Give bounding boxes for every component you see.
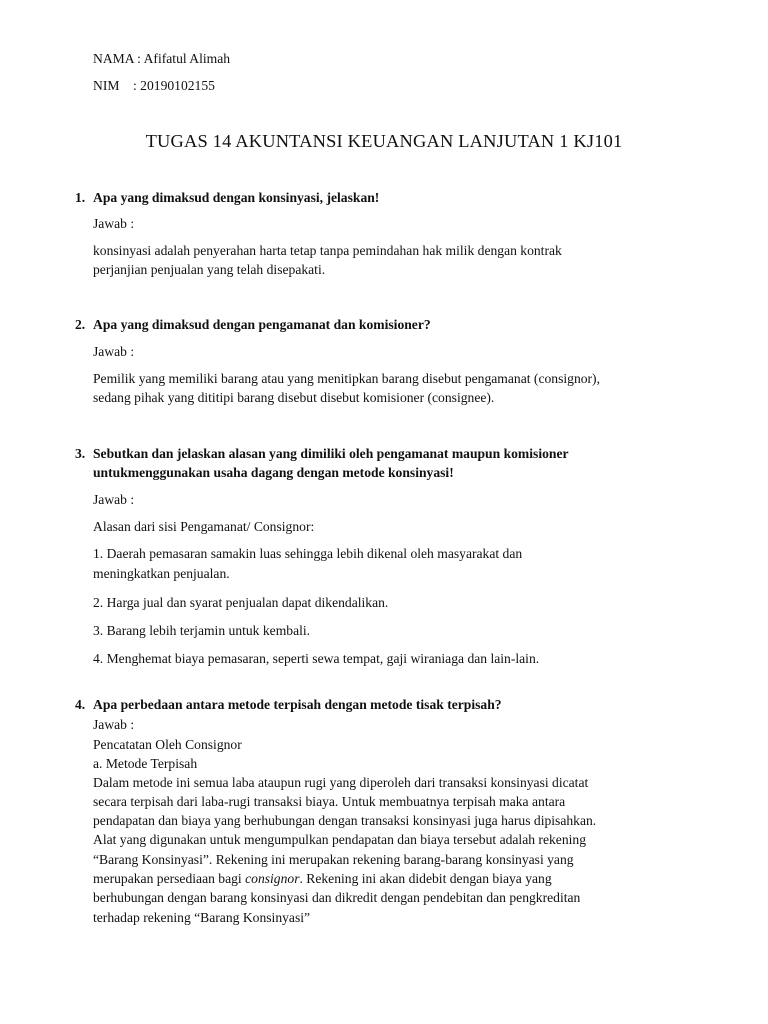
- list-item: meningkatkan penjualan.: [93, 566, 230, 581]
- answer-text-part: merupakan persediaan bagi: [93, 871, 246, 886]
- question-text: untukmenggunakan usaha dagang dengan metode konsinyasi!: [93, 465, 454, 480]
- answer-label: Jawab :: [93, 717, 135, 732]
- answer-text: berhubungan dengan barang konsinyasi dan dikredit dengan pendebitan dan pengkreditan: [93, 890, 581, 905]
- answer-label: Jawab :: [93, 492, 135, 507]
- question-text: Apa perbedaan antara metode terpisah dengan metode tisak terpisah?: [93, 697, 502, 712]
- answer-label: Jawab :: [93, 344, 135, 359]
- question-number: 1.: [75, 190, 86, 205]
- nim-value: : 20190102155: [133, 78, 215, 93]
- list-item: 2. Harga jual dan syarat penjualan dapat dikendalikan.: [93, 595, 389, 610]
- answer-subheading: Pencatatan Oleh Consignor: [93, 737, 242, 752]
- question-number: 3.: [75, 446, 86, 461]
- answer-subheading: a. Metode Terpisah: [93, 756, 198, 771]
- answer-text: terhadap rekening “Barang Konsinyasi”: [93, 910, 311, 925]
- question-text: Apa yang dimaksud dengan konsinyasi, jelaskan!: [93, 190, 380, 205]
- answer-text: “Barang Konsinyasi”. Rekening ini merupakan rekening barang-barang konsinyasi yang: [93, 852, 574, 867]
- answer-text: Dalam metode ini semua laba ataupun rugi yang diperoleh dari transaksi konsinyasi dicatat: [93, 775, 589, 790]
- answer-text-part: . Rekening ini akan didebit dengan biaya yang: [299, 871, 552, 886]
- question-number: 4.: [75, 697, 86, 712]
- answer-text: sedang pihak yang dititipi barang disebut disebut komisioner (consignee).: [93, 390, 495, 405]
- answer-label: Jawab :: [93, 216, 135, 231]
- answer-text: pendapatan dan biaya yang berhubungan dengan transaksi konsinyasi juga harus dipisahkan.: [93, 813, 597, 828]
- question-text: Apa yang dimaksud dengan pengamanat dan komisioner?: [93, 317, 431, 332]
- student-name: NAMA : Afifatul Alimah: [93, 51, 231, 66]
- question-text: Sebutkan dan jelaskan alasan yang dimiliki oleh pengamanat maupun komisioner: [93, 446, 569, 461]
- question-number: 2.: [75, 317, 86, 332]
- list-item: 1. Daerah pemasaran samakin luas sehingga lebih dikenal oleh masyarakat dan: [93, 546, 523, 561]
- answer-text: Alasan dari sisi Pengamanat/ Consignor:: [93, 519, 315, 534]
- answer-text: Alat yang digunakan untuk mengumpulkan pendapatan dan biaya tersebut adalah rekening: [93, 832, 586, 847]
- list-item: 3. Barang lebih terjamin untuk kembali.: [93, 623, 311, 638]
- list-item: 4. Menghemat biaya pemasaran, seperti sewa tempat, gaji wiraniaga dan lain-lain.: [93, 651, 540, 666]
- answer-text: konsinyasi adalah penyerahan harta tetap tanpa pemindahan hak milik dengan kontrak: [93, 243, 562, 258]
- answer-text: secara terpisah dari laba-rugi transaksi biaya. Untuk membuatnya terpisah maka antara: [93, 794, 566, 809]
- answer-text: [93, 869, 552, 888]
- answer-text-italic: consignor: [245, 871, 300, 886]
- answer-text: perjanjian penjualan yang telah disepakati.: [93, 262, 326, 277]
- nim-label: NIM: [93, 78, 120, 93]
- answer-text: Pemilik yang memiliki barang atau yang menitipkan barang disebut pengamanat (consignor),: [93, 371, 600, 386]
- student-nim: [93, 76, 215, 95]
- page-title: TUGAS 14 AKUNTANSI KEUANGAN LANJUTAN 1 KJ101: [145, 131, 623, 151]
